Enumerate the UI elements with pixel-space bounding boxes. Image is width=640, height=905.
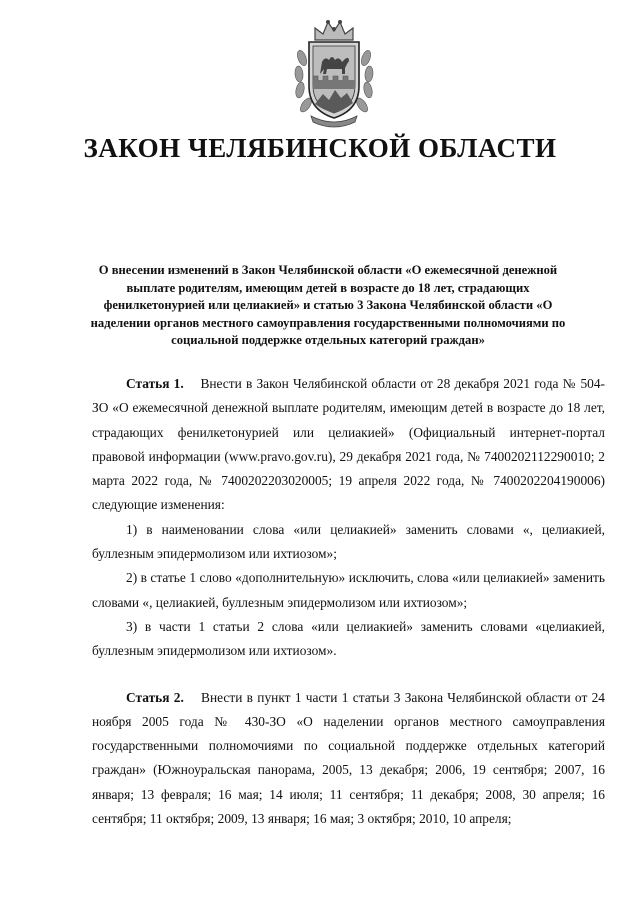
article-1-item-3: 3) в части 1 статьи 2 слова «или целиакией» заменить словами «целиакией, буллезным эпидермолизом или ихтиозом». bbox=[92, 618, 605, 659]
article-2-intro bbox=[92, 686, 605, 832]
article-1-item-1: 1) в наименовании слова «или целиакией» заменить словами «, целиакией, буллезным эпидермолизом или ихтиозом»; bbox=[92, 521, 605, 562]
article-2-text: Внести в пункт 1 части 1 статьи 3 Закона Челябинской области от 24 ноября 2005 года № 430-ЗО «О наделении органов местного самоуправления государственными полномочиями по социальной поддержке отдельных категорий граждан» (Южноуральская панорама, 2005, 13 декабря; 2006, 19 сентября; 2007, 16 января; 13 февраля; 16 мая; 14 июля; 11 сентября; 11 декабря; 2008, 30 апреля; 16 сентября; 11 октября; 2009, 13 января; 16 мая; 3 октября; 2010, 10 апреля; bbox=[92, 689, 605, 827]
coat-of-arms-icon bbox=[293, 18, 375, 128]
article-1-item-2: 2) в статье 1 слово «дополнительную» исключить, слова «или целиакией» заменить словами «, целиакией, буллезным эпидермолизом или ихтиозом»; bbox=[92, 570, 605, 610]
article-1-text: Внести в Закон Челябинской области от 28 декабря 2021 года № 504-ЗО «О ежемесячной денежной выплате родителям, имеющим детей в возрасте до 18 лет, страдающих фенилкетонурией или целиакией» (Официальный интернет-портал правовой информации (www.pravo.gov.ru), 29 декабря 2021 года, № 7400202112290010; 2 марта 2022 года, № 7400202203020005; 19 апреля 2022 года, № 7400202204190006) следующие изменения: bbox=[92, 376, 606, 513]
document-title: ЗАКОН ЧЕЛЯБИНСКОЙ ОБЛАСТИ bbox=[83, 133, 557, 163]
article-1 bbox=[92, 372, 605, 664]
law-subject-heading: О внесении изменений в Закон Челябинской области «О ежемесячной денежной выплате родителям, имеющим детей в возрасте до 18 лет, страдающих фенилкетонурией или целиакией» и статью 3 Закона Челябинской области «О наделении органов местного самоуправления государственными полномочиями по социальной поддержке отдельных категорий граждан» bbox=[90, 263, 566, 348]
article-2-heading: Статья 2. bbox=[126, 689, 184, 705]
article-1-intro bbox=[92, 372, 605, 518]
document-body bbox=[92, 372, 605, 831]
article-2 bbox=[92, 686, 605, 832]
article-1-heading: Статья 1. bbox=[126, 376, 184, 391]
